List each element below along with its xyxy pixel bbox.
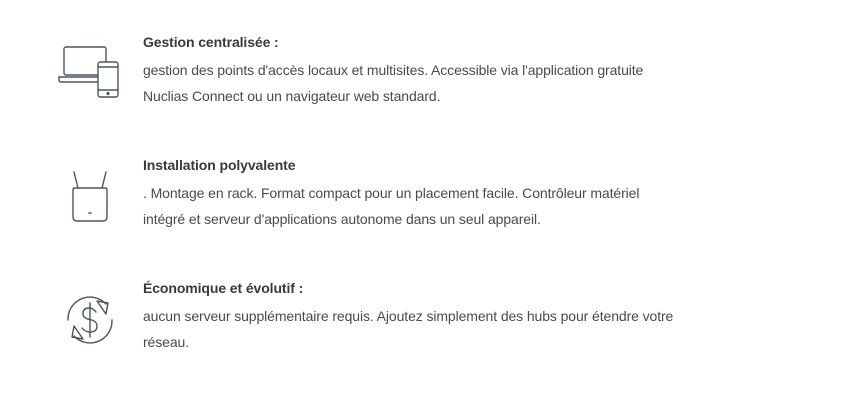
feature-title: Économique et évolutif :	[143, 280, 304, 296]
feature-title: Gestion centralisée :	[143, 34, 279, 50]
dollar-cycle-icon	[56, 290, 124, 350]
feature-description	[143, 180, 743, 232]
feature-description-line: gestion des points d'accès locaux et multisites. Accessible via l'application gratuite	[143, 62, 644, 78]
feature-description-line: . Montage en rack. Format compact pour un placement facile. Contrôleur matériel	[143, 185, 640, 201]
feature-description-line: aucun serveur supplémentaire requis. Ajoutez simplement des hubs pour étendre votre	[143, 308, 674, 324]
feature-description-line: Nuclias Connect ou un navigateur web standard.	[143, 88, 441, 104]
access-point-icon	[56, 167, 124, 227]
feature-text	[143, 278, 743, 355]
feature-text	[143, 155, 743, 232]
feature-description-line: intégré et serveur d'applications autonome dans un seul appareil.	[143, 211, 541, 227]
feature-description	[143, 303, 743, 355]
feature-title: Installation polyvalente	[143, 157, 296, 173]
laptop-phone-icon	[56, 43, 124, 103]
feature-description-line: réseau.	[143, 334, 189, 350]
feature-description	[143, 57, 743, 109]
feature-text	[143, 32, 743, 109]
